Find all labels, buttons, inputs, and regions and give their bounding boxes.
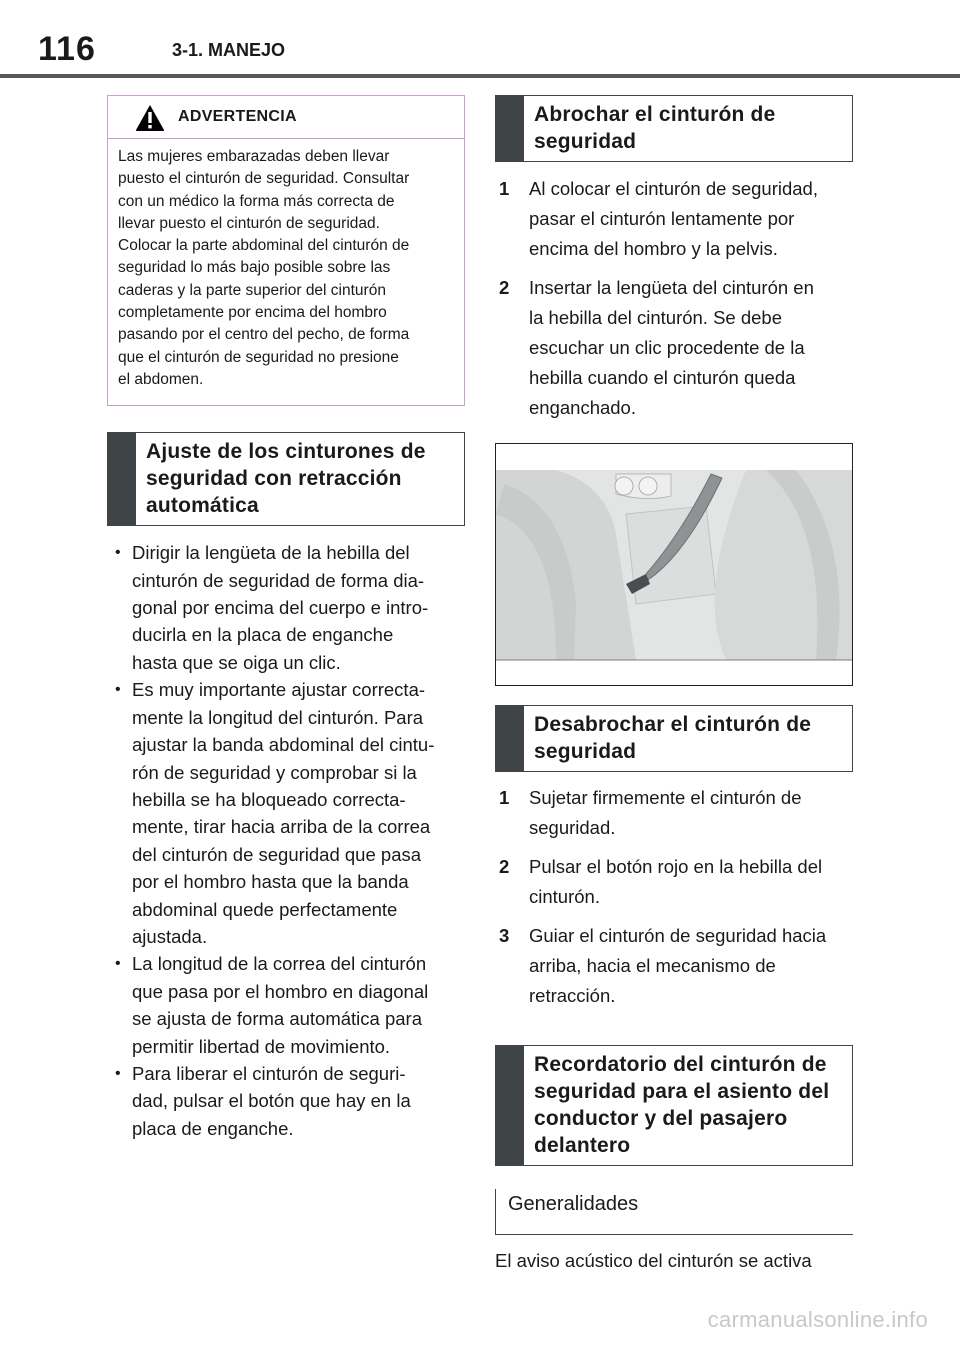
warning-line: puesto el cinturón de seguridad. Consultar — [118, 170, 410, 188]
step-item — [495, 174, 855, 264]
warning-line: con un médico la forma más correcta de — [118, 192, 395, 210]
bullet-line: abdominal quede perfectamente — [132, 898, 398, 920]
step-line: Insertar la lengüeta del cinturón en — [529, 277, 814, 298]
seatbelt-drawing — [496, 444, 852, 685]
heading-line: Recordatorio del cinturón de — [534, 1053, 827, 1076]
warning-header — [108, 96, 464, 139]
right-column — [495, 95, 855, 1274]
bullet-line: permitir libertad de movimiento. — [132, 1035, 391, 1057]
step-line: hebilla cuando el cinturón queda — [529, 367, 796, 388]
heading-bar — [108, 433, 136, 525]
step-line: encima del hombro y la pelvis. — [529, 238, 778, 259]
warning-line: que el cinturón de seguridad no presione — [118, 348, 399, 366]
bullet-line: hebilla se ha bloqueado correcta- — [132, 788, 406, 810]
bullet-line: • Dirigir la lengüeta de la hebilla del — [132, 542, 410, 564]
step-line: enganchado. — [529, 397, 636, 418]
step-item — [495, 273, 855, 423]
bullet-line: ducirla en la placa de enganche — [132, 624, 394, 646]
bullet-line: • Para liberar el cinturón de seguri- — [132, 1062, 406, 1084]
bullet-line: placa de enganche. — [132, 1117, 294, 1139]
heading-line: automática — [146, 494, 259, 518]
section-title: 3-1. MANEJO — [172, 40, 286, 60]
watermark-text: carmanualsonline.info — [707, 1307, 928, 1332]
warning-line: llevar puesto el cinturón de seguridad. — [118, 214, 380, 232]
bullet-line: mente la longitud del cinturón. Para — [132, 706, 424, 728]
bullet-line: ajustada. — [132, 925, 208, 947]
step-line: Pulsar el botón rojo en la hebilla del — [529, 856, 823, 877]
heading-line: seguridad para el asiento del — [534, 1080, 830, 1103]
heading-line: Abrochar el cinturón de — [534, 103, 776, 126]
unfasten-steps — [495, 783, 855, 1011]
step-line: Sujetar firmemente el cinturón de — [529, 787, 802, 808]
warning-line: caderas y la parte superior del cinturón — [118, 281, 386, 299]
reminder-heading — [495, 1045, 853, 1166]
bullet-line: • La longitud de la correa del cinturón — [132, 953, 427, 975]
step-line: Al colocar el cinturón de seguridad, — [529, 178, 818, 199]
step-line: escuchar un clic procedente de la — [529, 337, 805, 358]
bullet-line: mente, tirar hacia arriba de la correa — [132, 816, 431, 838]
left-column — [107, 95, 467, 1142]
warning-box — [107, 95, 465, 406]
step-number: 3 — [499, 925, 510, 946]
bullet-line: dad, pulsar el botón que hay en la — [132, 1090, 411, 1112]
heading-line: seguridad — [534, 130, 637, 153]
reminder-paragraph: El aviso acústico del cinturón se activa — [495, 1250, 812, 1271]
step-number: 2 — [499, 277, 510, 298]
bullet-line: hasta que se oiga un clic. — [132, 651, 341, 673]
step-line: la hebilla del cinturón. Se debe — [529, 307, 783, 328]
warning-line: seguridad lo más bajo posible sobre las — [118, 259, 391, 277]
heading-line: Ajuste de los cinturones de — [146, 440, 426, 464]
warning-body — [108, 139, 464, 405]
step-item — [495, 783, 855, 843]
heading-line: seguridad — [534, 740, 637, 763]
seatbelt-illustration — [495, 443, 853, 686]
heading-text — [524, 706, 821, 771]
fasten-heading — [495, 95, 853, 162]
warning-triangle-icon — [135, 104, 165, 132]
bullet-item — [107, 1060, 467, 1142]
heading-bar — [496, 96, 524, 161]
bullet-line: por el hombro hasta que la banda — [132, 871, 409, 893]
fasten-steps — [495, 174, 855, 423]
bullet-line: ajustar la banda abdominal del cintu- — [132, 734, 435, 756]
bullet-item — [107, 539, 467, 676]
heading-line: seguridad con retracción — [146, 467, 402, 491]
warning-line: Colocar la parte abdominal del cinturón de — [118, 237, 410, 255]
unfasten-heading — [495, 705, 853, 772]
warning-line: Las mujeres embarazadas deben llevar — [118, 148, 390, 165]
heading-text — [524, 96, 785, 161]
step-line: cinturón. — [529, 886, 600, 907]
warning-title: ADVERTENCIA — [178, 108, 297, 125]
bullet-line: cinturón de seguridad de forma dia- — [132, 569, 425, 591]
bullet-line: se ajusta de forma automática para — [132, 1008, 422, 1030]
step-item — [495, 921, 855, 1011]
heading-line: conductor y del pasajero — [534, 1107, 788, 1130]
step-line: seguridad. — [529, 817, 616, 838]
bullet-line: que pasa por el hombro en diagonal — [132, 980, 429, 1002]
step-number: 2 — [499, 856, 510, 877]
heading-line: Desabrochar el cinturón de — [534, 713, 812, 736]
step-line: retracción. — [529, 985, 616, 1006]
subheading-generalidades: Generalidades — [495, 1189, 853, 1235]
heading-text — [524, 1046, 839, 1165]
bullet-line: gonal por encima del cuerpo e intro- — [132, 597, 429, 619]
step-line: pasar el cinturón lentamente por — [529, 208, 795, 229]
page-number: 116 — [38, 30, 96, 68]
adjust-heading — [107, 432, 465, 526]
bullet-item — [107, 950, 467, 1060]
heading-text — [136, 433, 436, 525]
heading-line: delantero — [534, 1134, 631, 1157]
heading-bar — [496, 1046, 524, 1165]
bullet-item — [107, 676, 467, 950]
adjust-bullet-list — [107, 539, 467, 1142]
heading-bar — [496, 706, 524, 771]
step-number: 1 — [499, 787, 510, 808]
step-number: 1 — [499, 178, 510, 199]
bullet-line: • Es muy importante ajustar correcta- — [132, 679, 426, 701]
warning-line: completamente por encima del hombro — [118, 304, 387, 322]
bullet-line: del cinturón de seguridad que pasa — [132, 843, 422, 865]
step-line: Guiar el cinturón de seguridad hacia — [529, 925, 827, 946]
bullet-line: rón de seguridad y comprobar si la — [132, 761, 417, 783]
warning-line: pasando por el centro del pecho, de forma — [118, 326, 410, 344]
warning-line: el abdomen. — [118, 370, 204, 388]
header-rule — [0, 74, 960, 78]
step-line: arriba, hacia el mecanismo de — [529, 955, 776, 976]
step-item — [495, 852, 855, 912]
